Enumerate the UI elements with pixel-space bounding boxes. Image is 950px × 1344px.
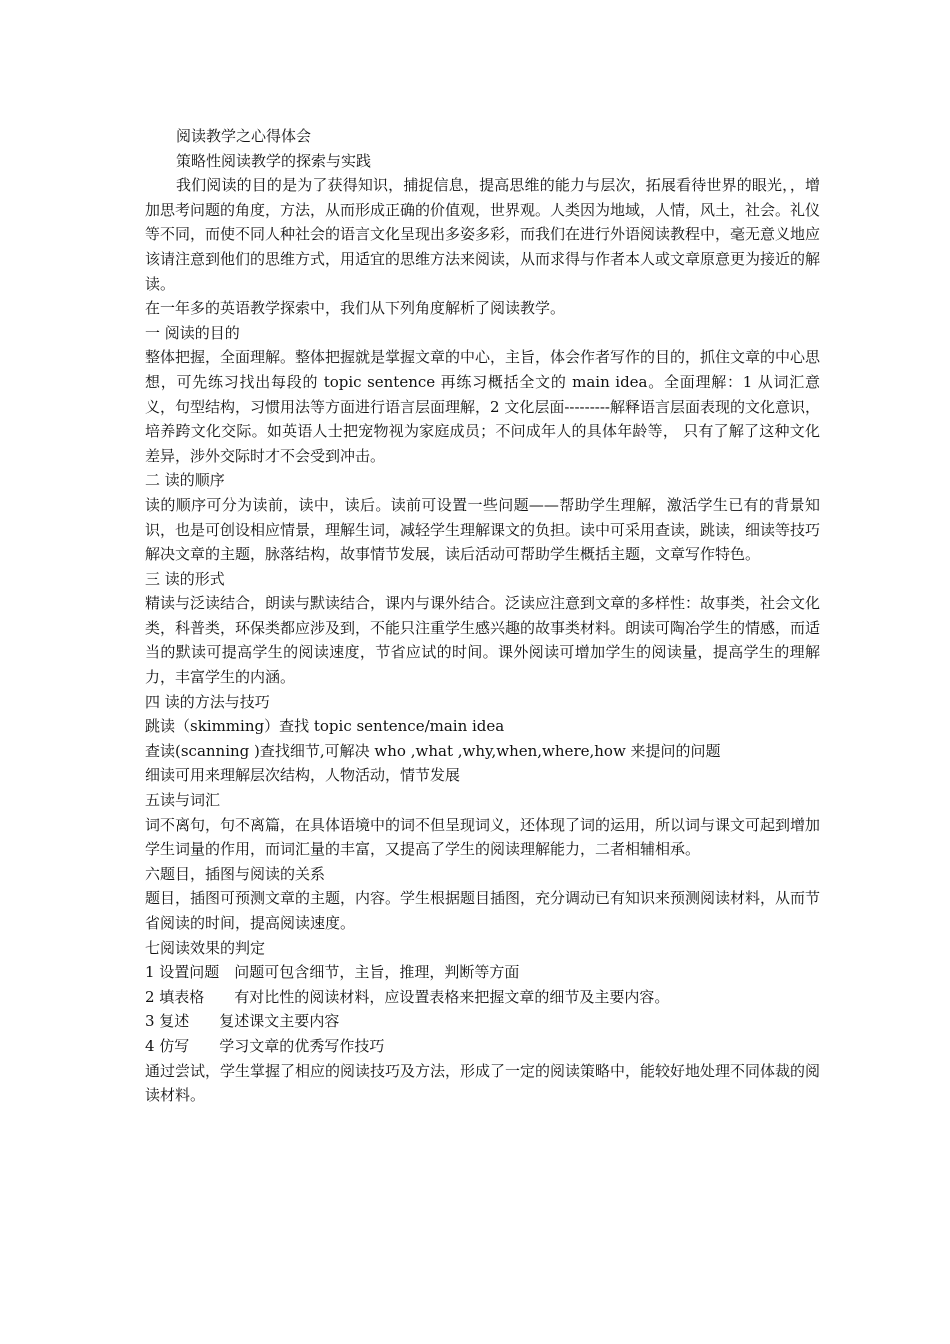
lead-paragraph: 在一年多的英语教学探索中，我们从下列角度解析了阅读教学。	[145, 299, 566, 318]
section-2-body: 读的顺序可分为读前，读中，读后。读前可设置一些问题——帮助学生理解，激活学生已有的背景知识，也是可创设相应情景，理解生词，减轻学生理解课文的负担。读中可采用查读，跳读，细读等技巧解决文章的主题，脉落结构，故事情节发展，读后活动可帮助学生概括主题，文章写作特色。	[145, 495, 821, 564]
section-5-heading: 五读与词汇	[145, 791, 221, 810]
section-4-scanning: 查读(scanning )查找细节,可解决 who ,what ,why,when,where,how 来提问的问题	[145, 741, 721, 760]
conclusion-paragraph: 通过尝试，学生掌握了相应的阅读技巧及方法，形成了一定的阅读策略中，能较好地处理不同体裁的阅读材料。	[145, 1061, 821, 1105]
section-6-body: 题目，插图可预测文章的主题，内容。学生根据题目插图，充分调动已有知识来预测阅读材料，从而节省阅读的时间，提高阅读速度。	[145, 889, 821, 932]
section-7-item-3: 3 复述 复述课文主要内容	[145, 1012, 340, 1031]
section-4-intensive: 细读可用来理解层次结构，人物活动，情节发展	[145, 766, 461, 785]
section-1-heading: 一 阅读的目的	[145, 323, 240, 342]
subtitle-strategy: 策略性阅读教学的探索与实践	[176, 151, 372, 170]
section-1-body: 整体把握，全面理解。整体把握就是掌握文章的中心，主旨，体会作者写作的目的，抓住文章的中心思想，可先练习找出每段的 topic sentence 再练习概括全文的 main idea。全面理解：1 从词汇意义，句型结构，习惯用法等方面进行语言层面理解，2 文化层面---------解释语言层面表现的文化意识，培养跨文化交际。如英语人士把宠物视为家庭成员；不问成年人的具体年龄等， 只有了解了这种文化差异，涉外交际时才不会受到冲击。	[145, 348, 821, 465]
section-7-item-2: 2 填表格 有对比性的阅读材料，应设置表格来把握文章的细节及主要内容。	[145, 987, 670, 1006]
title-reading-reflections: 阅读教学之心得体会	[176, 127, 312, 145]
document-body	[145, 124, 820, 1108]
section-3-body: 精读与泛读结合，朗读与默读结合，课内与课外结合。泛读应注意到文章的多样性：故事类，社会文化类，科普类，环保类都应涉及到，不能只注重学生感兴趣的故事类材料。朗读可陶冶学生的情感，而适当的默读可提高学生的阅读速度，节省应试的时间。课外阅读可增加学生的阅读量，提高学生的理解力，丰富学生的内涵。	[145, 594, 821, 687]
section-7-item-1: 1 设置问题 问题可包含细节，主旨，推理，判断等方面	[145, 963, 520, 982]
section-3-heading: 三 读的形式	[145, 569, 225, 588]
intro-paragraph: 我们阅读的目的是为了获得知识，捕捉信息，提高思维的能力与层次，拓展看待世界的眼光，，增加思考问题的角度，方法，从而形成正确的价值观，世界观。人类因为地域，人情，风土，社会。礼仪等不同，而使不同人种社会的语言文化呈现出多姿多彩，而我们在进行外语阅读教程中，毫无意义地应该请注意到他们的思维方式，用适宜的思维方法来阅读，从而求得与作者本人或文章原意更为接近的解读。	[145, 176, 821, 293]
section-4-heading: 四 读的方法与技巧	[145, 692, 270, 711]
section-7-item-4: 4 仿写 学习文章的优秀写作技巧	[145, 1036, 385, 1055]
section-2-heading: 二 读的顺序	[145, 471, 225, 490]
section-7-heading: 七阅读效果的判定	[145, 938, 266, 957]
section-5-body: 词不离句，句不离篇，在具体语境中的词不但呈现词义，还体现了词的运用，所以词与课文可起到增加学生词量的作用，而词汇量的丰富，又提高了学生的阅读理解能力，二者相辅相承。	[145, 815, 821, 859]
section-6-heading: 六题目，插图与阅读的关系	[145, 864, 326, 883]
section-4-skimming: 跳读（skimming）查找 topic sentence/main idea	[145, 717, 505, 736]
